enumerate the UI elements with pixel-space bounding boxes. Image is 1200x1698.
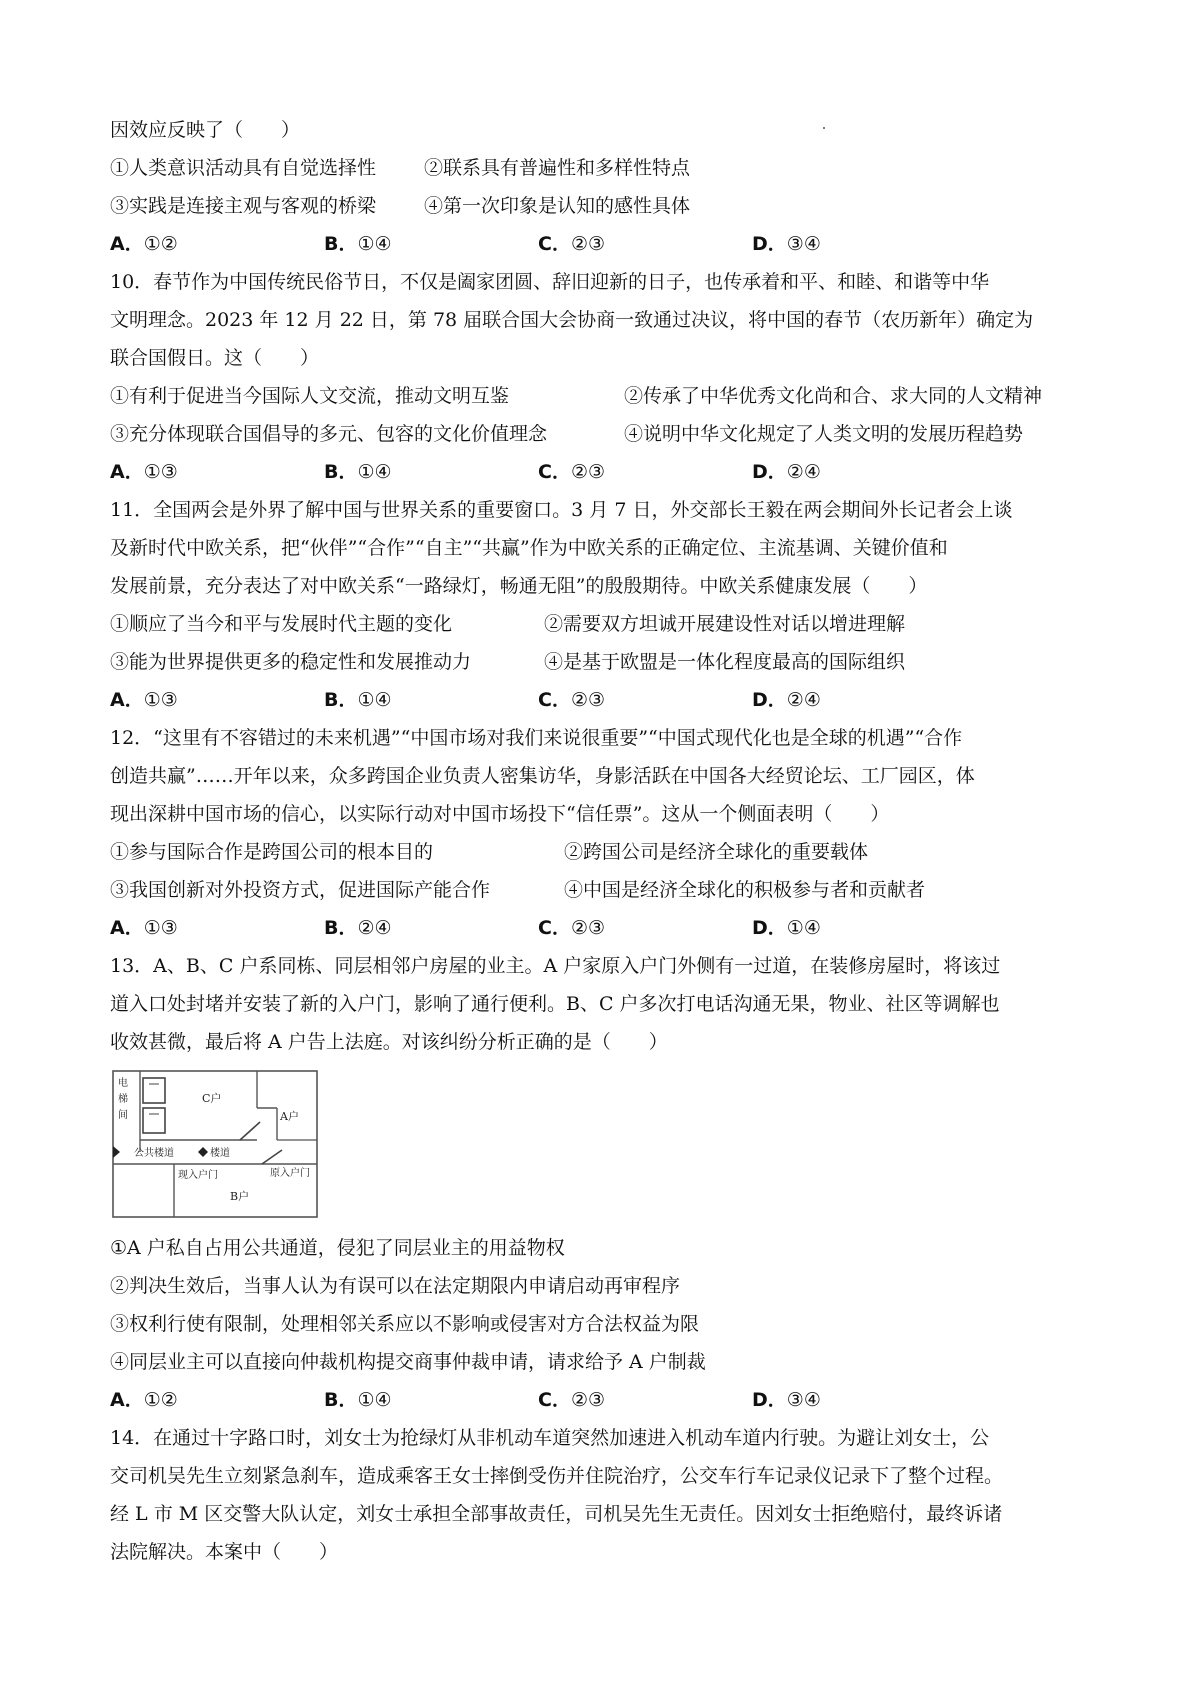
q11-option-a[interactable]: A．①③ [110,689,178,711]
q11-option-c[interactable]: C．②③ [538,689,606,711]
q10-items-row-2 [110,420,1100,448]
q9-options [110,230,1100,258]
q13-options [110,1386,1100,1414]
q10-stem-line-2: 文明理念。2023 年 12 月 22 日，第 78 届联合国大会协商一致通过决议，将中国的春节（农历新年）确定为 [110,309,1034,331]
q12-stem-line-1: 12．“这里有不容错过的未来机遇”“中国市场对我们来说很重要”“中国式现代化也是全球的机遇”“合作 [110,727,963,749]
q10-item-4: ④说明中华文化规定了人类文明的发展历程趋势 [624,423,1024,445]
q10-item-3: ③充分体现联合国倡导的多元、包容的文化价值理念 [110,423,548,445]
q13-stem-line-2: 道入口处封堵并安装了新的入户门，影响了通行便利。B、C 户多次打电话沟通无果，物业、社区等调解也 [110,993,1000,1015]
q13-option-a[interactable]: A．①② [110,1389,178,1411]
q9-item-1: ①人类意识活动具有自觉选择性 [110,157,377,179]
q9-items-row-1 [110,154,1100,182]
q11-item-2: ②需要双方坦诚开展建设性对话以增进理解 [544,613,906,635]
label-corridor: 楼道 [210,1148,230,1159]
q12-stem-line-3: 现出深耕中国市场的信心，以实际行动对中国市场投下“信任票”。这从一个侧面表明（ ） [110,803,890,825]
q9-item-2: ②联系具有普遍性和多样性特点 [424,157,691,179]
q10-items-row-1 [110,382,1100,410]
q13-item-4: ④同层业主可以直接向仲裁机构提交商事仲裁申请，请求给予 A 户制裁 [110,1351,706,1373]
q10-item-1: ①有利于促进当今国际人文交流，推动文明互鉴 [110,385,510,407]
label-c-unit: C户 [202,1092,222,1105]
label-elevator-3: 间 [118,1110,128,1121]
q11-item-3: ③能为世界提供更多的稳定性和发展推动力 [110,651,472,673]
q12-option-c[interactable]: C．②③ [538,917,606,939]
q9-option-b[interactable]: B．①④ [324,233,392,255]
q13-option-b[interactable]: B．①④ [324,1389,392,1411]
q10-stem-line-1: 10．春节作为中国传统民俗节日，不仅是阖家团圆、辞旧迎新的日子，也传承着和平、和睦、和谐等中华 [110,271,990,293]
q11-options [110,686,1100,714]
q10-stem-line-3: 联合国假日。这（ ） [110,347,320,369]
q13-stem-line-1: 13．A、B、C 户系同栋、同层相邻户房屋的业主。A 户家原入户门外侧有一过道，在装修房屋时，将该过 [110,955,1001,977]
q10-item-2: ②传承了中华优秀文化尚和合、求大同的人文精神 [624,385,1043,407]
q13-option-d[interactable]: D．③④ [752,1389,821,1411]
q13-item-1: ①A 户私自占用公共通道，侵犯了同层业主的用益物权 [110,1237,565,1259]
label-new-door: 现入户门 [178,1170,218,1181]
label-elevator-1: 电 [118,1078,128,1089]
q11-stem-line-3: 发展前景，充分表达了对中欧关系“一路绿灯，畅通无阻”的殷殷期待。中欧关系健康发展（ ） [110,575,928,597]
q11-stem-line-2: 及新时代中欧关系，把“伙伴”“合作”“自主”“共赢”作为中欧关系的正确定位、主流基调、关键价值和 [110,537,948,559]
q9-item-3: ③实践是连接主观与客观的桥梁 [110,195,377,217]
q12-item-1: ①参与国际合作是跨国公司的根本目的 [110,841,434,863]
q10-option-c[interactable]: C．②③ [538,461,606,483]
q10-option-b[interactable]: B．①④ [324,461,392,483]
q9-option-c[interactable]: C．②③ [538,233,606,255]
q9-item-4: ④第一次印象是认知的感性具体 [424,195,691,217]
q12-option-a[interactable]: A．①③ [110,917,178,939]
q9-option-a[interactable]: A．①② [110,233,178,255]
q11-option-b[interactable]: B．①④ [324,689,392,711]
label-b-unit: B户 [230,1190,250,1203]
q11-item-1: ①顺应了当今和平与发展时代主题的变化 [110,613,453,635]
q14-stem-line-4: 法院解决。本案中（ ） [110,1541,339,1563]
q10-option-a[interactable]: A．①③ [110,461,178,483]
q13-stem-line-3: 收效甚微，最后将 A 户告上法庭。对该纠纷分析正确的是（ ） [110,1031,668,1053]
label-old-door: 原入户门 [270,1168,310,1179]
q9-stem-tail: 因效应反映了（ ） [110,119,301,141]
q11-items-row-2 [110,648,1100,676]
q10-options [110,458,1100,486]
label-public-corridor: 公共楼道 [134,1148,174,1159]
q12-item-4: ④中国是经济全球化的积极参与者和贡献者 [564,879,926,901]
q9-items-row-2 [110,192,1100,220]
q12-items-row-1 [110,838,1100,866]
q12-stem-line-2: 创造共赢”……开年以来，众多跨国企业负责人密集访华，身影活跃在中国各大经贸论坛、工厂园区，体 [110,765,975,787]
q11-option-d[interactable]: D．②④ [752,689,821,711]
q14-stem-line-1: 14．在通过十字路口时，刘女士为抢绿灯从非机动车道突然加速进入机动车道内行驶。为避让刘女士，公 [110,1427,990,1449]
q12-option-d[interactable]: D．①④ [752,917,821,939]
q9-option-d[interactable]: D．③④ [752,233,821,255]
q10-option-d[interactable]: D．②④ [752,461,821,483]
q12-option-b[interactable]: B．②④ [324,917,392,939]
q11-item-4: ④是基于欧盟是一体化程度最高的国际组织 [544,651,906,673]
floor-plan-figure [112,1070,318,1218]
q12-item-3: ③我国创新对外投资方式，促进国际产能合作 [110,879,491,901]
q12-item-2: ②跨国公司是经济全球化的重要载体 [564,841,869,863]
q11-items-row-1 [110,610,1100,638]
q12-options [110,914,1100,942]
q13-item-3: ③权利行使有限制，处理相邻关系应以不影响或侵害对方合法权益为限 [110,1313,700,1335]
label-a-unit: A户 [280,1110,299,1123]
q14-stem-line-2: 交司机吴先生立刻紧急刹车，造成乘客王女士摔倒受伤并住院治疗，公交车行车记录仪记录下了整个过程。 [110,1465,1004,1487]
q13-option-c[interactable]: C．②③ [538,1389,606,1411]
q11-stem-line-1: 11．全国两会是外界了解中国与世界关系的重要窗口。3 月 7 日，外交部长王毅在两会期间外长记者会上谈 [110,499,1013,521]
floor-plan-diagram [112,1070,318,1218]
q13-item-2: ②判决生效后，当事人认为有误可以在法定期限内申请启动再审程序 [110,1275,681,1297]
q12-items-row-2 [110,876,1100,904]
label-elevator-2: 梯 [118,1094,128,1105]
q14-stem-line-3: 经 L 市 M 区交警大队认定，刘女士承担全部事故责任，司机吴先生无责任。因刘女士拒绝赔付，最终诉诸 [110,1503,1003,1525]
